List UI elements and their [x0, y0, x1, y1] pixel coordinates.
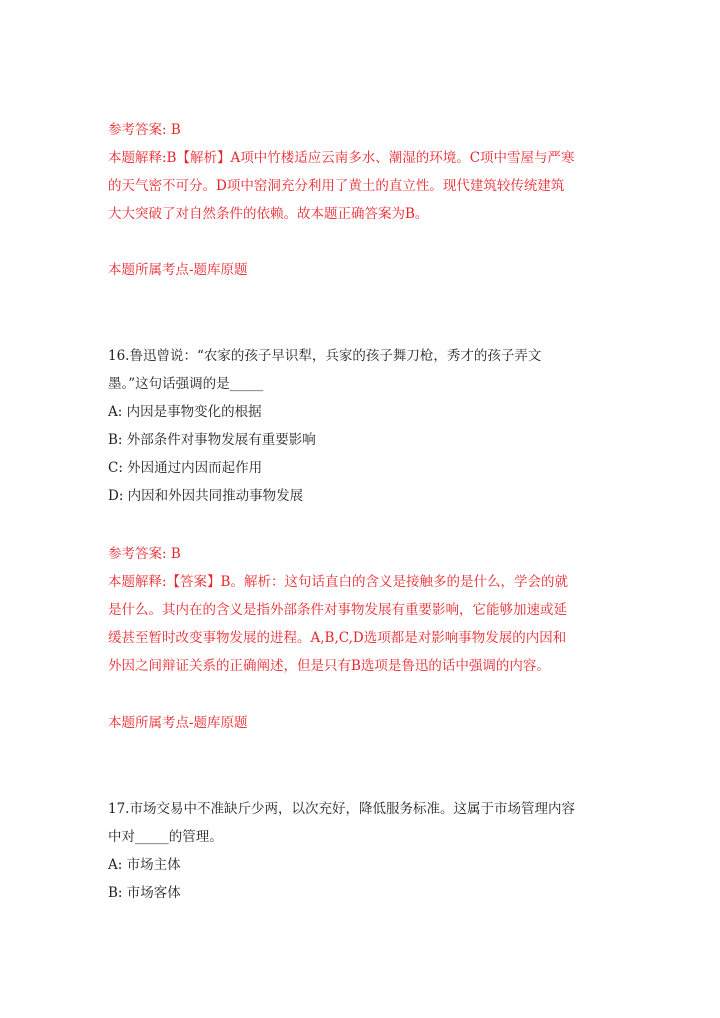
q16-answer-section: [108, 540, 618, 680]
q16-source-text: 本题所属考点-题库原题: [108, 715, 248, 731]
q16-option-a: A: 内因是事物变化的根据: [108, 404, 262, 420]
q17-stem-line-2: 中对_____的管理。: [108, 829, 223, 845]
q16-option-d: D: 内因和外因共同推动事物发展: [108, 488, 304, 504]
q15-source: [108, 256, 618, 284]
q15-answer-section: [108, 116, 618, 228]
q15-explanation-line-1: 本题解释:B【解析】A项中竹楼适应云南多水、潮湿的环境。C项中雪屋与严寒: [108, 150, 575, 166]
q16-option-b: B: 外部条件对事物发展有重要影响: [108, 432, 316, 448]
q16-explanation-line-2: 是什么。其内在的含义是指外部条件对事物发展有重要影响，它能够加速或延: [108, 602, 567, 618]
q16-explanation-line-4: 外因之间辩证关系的正确阐述，但是只有B选项是鲁迅的话中强调的内容。: [108, 658, 550, 674]
q16-stem-line-1: 16.鲁迅曾说：“农家的孩子早识犁，兵家的孩子舞刀枪，秀才的孩子弄文: [108, 348, 542, 364]
q16-question: [108, 342, 618, 510]
q15-answer-line: 参考答案: B: [108, 122, 181, 138]
q17-question: [108, 795, 618, 907]
q17-option-a: A: 市场主体: [108, 857, 181, 873]
q15-explanation-line-2: 的天气密不可分。D项中窑洞充分利用了黄土的直立性。现代建筑较传统建筑: [108, 178, 565, 194]
q16-option-c: C: 外因通过内因而起作用: [108, 460, 263, 476]
q15-source-text: 本题所属考点-题库原题: [108, 262, 248, 278]
q16-stem-line-2: 墨。”这句话强调的是_____: [108, 376, 264, 392]
q17-stem-line-1: 17.市场交易中不准缺斤少两，以次充好，降低服务标准。这属于市场管理内容: [108, 801, 575, 817]
q17-option-b: B: 市场客体: [108, 885, 181, 901]
q16-answer-line: 参考答案: B: [108, 546, 181, 562]
q16-source: [108, 709, 618, 737]
q16-explanation-line-1: 本题解释:【答案】B。解析：这句话直白的含义是接触多的是什么，学会的就: [108, 574, 568, 590]
q16-explanation-line-3: 缓甚至暂时改变事物发展的进程。A,B,C,D选项都是对影响事物发展的内因和: [108, 630, 567, 646]
q15-explanation-line-3: 大大突破了对自然条件的依赖。故本题正确答案为B。: [108, 206, 429, 222]
